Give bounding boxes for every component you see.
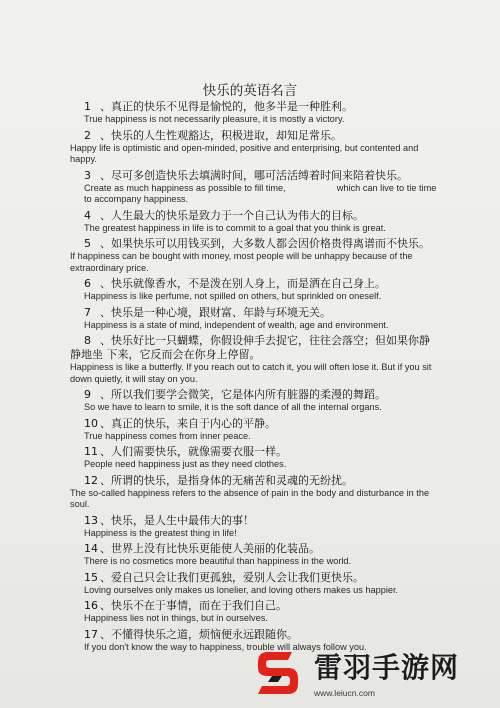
item-number: 9	[84, 388, 91, 401]
list-item	[70, 417, 440, 443]
item-number: 17	[84, 627, 98, 641]
quote-chinese: 、真正的快乐不见得是愉悦的，他多半是一种胜利。	[100, 100, 353, 113]
quote-chinese: 、快乐就像香水，不是泼在别人身上，而是洒在自己身上。	[100, 277, 386, 290]
item-number: 14	[84, 542, 98, 555]
list-item	[70, 334, 440, 385]
quote-chinese: 、如果快乐可以用钱买到，大多数人都会因价格贵得离谱而不快乐。	[100, 237, 430, 250]
list-item	[70, 542, 440, 568]
quote-english: True happiness is not necessarily pleasure, it is mostly a victory.	[84, 114, 345, 124]
quote-english: Happy life is optimistic and open-minded, positive and enterprising, but contented and happy.	[70, 142, 419, 164]
item-number: 7	[84, 305, 91, 319]
item-number: 5	[84, 237, 91, 250]
watermark-site-name: 雷羽手游网	[314, 651, 460, 684]
item-number: 8	[84, 334, 91, 347]
list-item	[70, 100, 440, 126]
quote-chinese: 、快乐不在于事情，而在于我们自己。	[100, 599, 287, 612]
quote-chinese: 、尽可多创造快乐去填满时间，哪可活活缚着时间来陪着快乐。	[100, 168, 408, 182]
list-item	[70, 599, 440, 625]
quote-chinese: 、所以我们要学会微笑，它是体内所有脏器的柔漫的舞蹈。	[100, 388, 386, 401]
list-item	[70, 129, 440, 166]
item-number: 6	[84, 277, 91, 290]
item-number: 3	[84, 168, 91, 182]
quote-chinese: 、世界上没有比快乐更能使人美丽的化装品。	[100, 542, 320, 555]
quote-english: Happiness lies not in things, but in ourselves.	[84, 613, 268, 623]
quote-english: If you don't know the way to happiness, trouble will always follow you.	[84, 641, 367, 652]
quote-english: The greatest happiness in life is to commit to a goal that you think is great.	[84, 222, 386, 233]
site-watermark	[248, 640, 498, 708]
quote-list	[70, 100, 440, 656]
quote-chinese: 、快乐是一种心境，跟财富、年龄与环境无关。	[100, 305, 331, 319]
quote-english: So we have to learn to smile, it is the soft dance of all the internal organs.	[84, 402, 382, 412]
item-number: 10	[84, 416, 98, 430]
watermark-url: www.leiucn.com	[314, 688, 375, 698]
quote-chinese: 、快乐，是人生中最伟大的事！	[100, 513, 254, 527]
item-number: 13	[84, 513, 98, 527]
item-number: 12	[84, 473, 98, 487]
quote-chinese: 、真正的快乐，来自于内心的平静。	[100, 416, 276, 430]
quote-english: Happiness is the greatest thing in life!	[84, 527, 237, 538]
item-number: 1	[84, 100, 91, 113]
red-s-logo-icon	[252, 646, 304, 698]
item-number: 11	[84, 445, 98, 458]
quote-english: Create as much happiness as possible to fill time, which can live to tie time to accompany happiness.	[84, 182, 439, 204]
item-number: 4	[84, 208, 91, 222]
quote-chinese: 、人生最大的快乐是致力于一个自己认为伟大的目标。	[100, 208, 364, 222]
item-number: 15	[84, 570, 98, 584]
list-item	[70, 514, 440, 540]
quote-chinese: 、快乐的人生性观豁达，积极进取，却知足常乐。	[100, 128, 342, 142]
item-number: 2	[84, 128, 91, 142]
quote-english: Loving ourselves only makes us lonelier, and loving others makes us happier.	[84, 584, 399, 595]
list-item	[70, 209, 440, 235]
quote-chinese: 、快乐好比一只蝴蝶，你假设伸手去捉它，往往会落空；但如果你静静地坐 下来，它反而会在你身上停留。	[70, 334, 430, 361]
quote-english: Happiness is like perfume, not spilled on others, but sprinkled on oneself.	[84, 291, 382, 301]
quote-english: If happiness can be bought with money, most people will be unhappy because of the extraordinary price.	[70, 251, 413, 273]
quote-english: The so-called happiness refers to the absence of pain in the body and disturbance in the soul.	[70, 487, 430, 509]
quote-english: Happiness is like a butterfly. If you reach out to catch it, you will often lose it. But if you sit down quietly, it will stay on you.	[70, 362, 432, 384]
quote-chinese: 、人们需要快乐，就像需要衣服一样。	[100, 445, 287, 458]
list-item	[70, 474, 440, 511]
quote-english: True happiness comes from inner peace.	[84, 430, 251, 441]
quote-chinese: 、不懂得快乐之道，烦恼便永远跟随你。	[100, 627, 298, 641]
quote-english: There is no cosmetics more beautiful than happiness in the world.	[84, 556, 352, 566]
page-title: 快乐的英语名言	[202, 83, 298, 99]
quote-english: People need happiness just as they need clothes.	[84, 459, 287, 469]
quote-english: Happiness is a state of mind, independent of wealth, age and environment.	[84, 319, 389, 330]
list-item	[70, 169, 440, 206]
list-item	[70, 306, 440, 332]
quote-chinese: 、所谓的快乐，是指身体的无痛苦和灵魂的无纷扰。	[100, 473, 353, 487]
list-item	[70, 571, 440, 597]
item-number: 16	[84, 599, 98, 612]
list-item	[70, 237, 440, 274]
list-item	[70, 277, 440, 303]
list-item	[70, 445, 440, 471]
list-item	[70, 388, 440, 414]
quote-chinese: 、爱自己只会让我们更孤独，爱别人会让我们更快乐。	[100, 570, 364, 584]
